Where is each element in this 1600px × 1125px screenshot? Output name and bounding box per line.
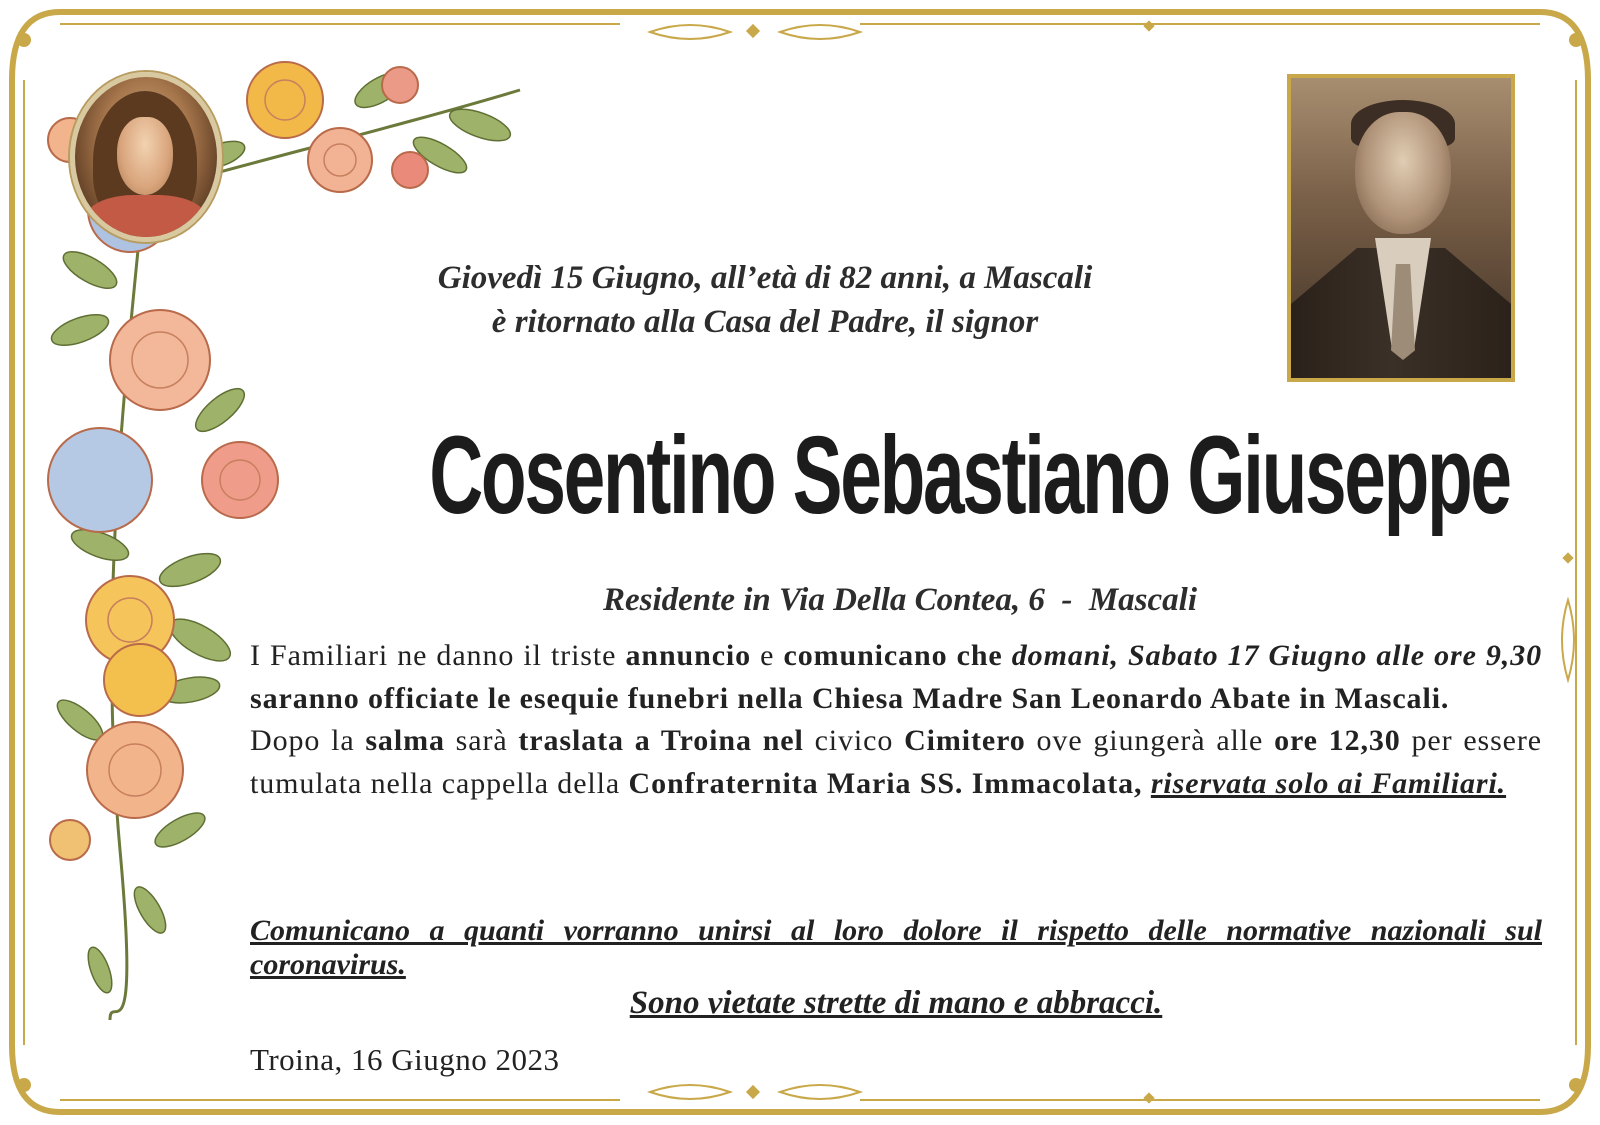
intro-line-1: Giovedì 15 Giugno, all’età di 82 anni, a Mascali [437, 260, 1093, 296]
intro-line-2: è ritornato alla Casa del Padre, il signor [491, 304, 1039, 340]
portrait-photo [1287, 74, 1515, 382]
no-handshake-notice: Sono vietate strette di mano e abbracci. [629, 985, 1163, 1021]
residence-line: Residente in Via Della Contea, 6 - Mascali [602, 582, 1198, 618]
jesus-medallion-image [70, 72, 222, 242]
covid-notice: Comunicano a quanti vorranno unirsi al loro dolore il rispetto delle normative nazionali sul coronavirus. [250, 914, 1542, 981]
announcement-paragraph-1: I Familiari ne danno il triste annuncio e comunicano che domani, Sabato 17 Giugno alle ore 9,30 saranno officiate le esequie funebri nella Chiesa Madre San Leonardo Abate in Mascali. [250, 639, 1542, 715]
deceased-name: Cosentino Sebastiano Giuseppe [429, 414, 1510, 538]
announcement-body [250, 635, 1542, 805]
announcement-paragraph-2: Dopo la salma sarà traslata a Troina nel civico Cimitero ove giungerà alle ore 12,30 per essere tumulata nella cappella della Confraternita Maria SS. Immacolata, riservata solo ai Familiari. [250, 724, 1542, 800]
place-and-date: Troina, 16 Giugno 2023 [250, 1042, 560, 1077]
intro-text [300, 256, 1230, 344]
